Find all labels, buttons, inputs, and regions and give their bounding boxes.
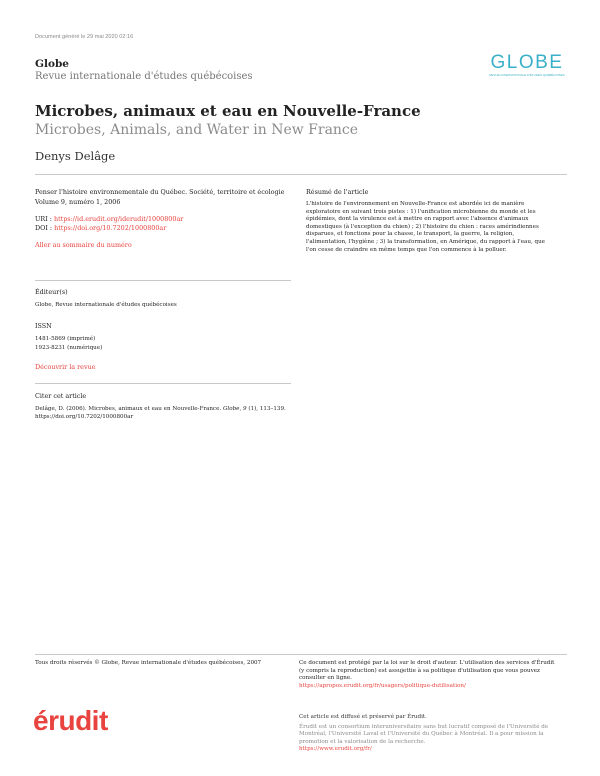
issue-theme: Penser l'histoire environnementale du Québec. Société, territoire et écologie <box>35 188 285 196</box>
doi-line <box>35 224 295 233</box>
copyright-notice <box>299 660 561 690</box>
issue-volume: Volume 9, numéro 1, 2006 <box>35 197 121 206</box>
summary-link[interactable]: Aller au sommaire du numéro <box>35 241 132 250</box>
uri-link[interactable]: https://id.erudit.org/iderudit/1000800ar <box>53 215 184 224</box>
issn-heading: ISSN <box>35 322 52 330</box>
citation-journal: Globe <box>222 406 240 412</box>
uri-label: URI : <box>35 215 54 224</box>
erudit-link[interactable]: https://www.erudit.org/fr/ <box>299 746 372 753</box>
globe-logo <box>486 53 568 77</box>
publisher-heading: Éditeur(s) <box>35 288 68 296</box>
globe-logo-text: GLOBE <box>490 52 564 73</box>
cite-heading: Citer cet article <box>35 392 87 400</box>
article-title-fr: Microbes, animaux et eau en Nouvelle-France <box>35 102 421 120</box>
header-divider <box>35 174 567 175</box>
uri-line <box>35 215 295 224</box>
erudit-info <box>299 714 561 754</box>
issn-digital: 1923-8231 (numérique) <box>35 345 103 351</box>
citation-mid: , <box>239 406 244 412</box>
left-divider-1 <box>35 280 291 281</box>
discover-link[interactable]: Découvrir la revue <box>35 363 96 371</box>
doi-link[interactable]: https://doi.org/10.7202/1000800ar <box>54 223 167 232</box>
citation-volume: 9 <box>243 406 247 412</box>
globe-logo-tagline: REVUE INTERNATIONALE D'ÉTUDES QUÉBÉCOISES <box>489 73 565 77</box>
left-divider-2 <box>35 383 291 384</box>
citation-suffix: (1), 113–139. https://doi.org/10.7202/1000800ar <box>35 406 286 420</box>
erudit-heading: Cet article est diffusé et préservé par Érudit. <box>299 714 427 720</box>
rights-text: Tous droits réservés © Globe, Revue internationale d'études québécoises, 2007 <box>35 660 262 666</box>
abstract-heading: Résumé de l'article <box>306 188 369 196</box>
erudit-logo: érudit <box>33 705 108 736</box>
copyright-text: Ce document est protégé par la loi sur le droit d'auteur. L'utilisation des services d'Érudit (y compris la reproduction) est assujettie à sa politique d'utilisation que vous pouvez consulter en ligne. <box>299 660 555 682</box>
citation-prefix: Delâge, D. (2006). Microbes, animaux et eau en Nouvelle-France. <box>35 406 223 412</box>
abstract-text: L'histoire de l'environnement en Nouvelle-France est abordée ici de manière exploratoire en suivant trois pistes : 1) l'unification microbienne du monde et les épidémies, dont la virulence est à mettre en rapport avec l'absence d'animaux domestiques (à l'exception du chien) ; 2) l'histoire du chien : races amérindiennes disparues, et fonctions pour la chasse, le transport, la guerre, la religion, l'alimentation, l'hygiène ; 3) la transformation, en Amérique, du rapport à l'eau, que l'on cesse de craindre en même temps que l'on commence à la polluer. <box>306 201 545 253</box>
journal-name: Globe <box>35 58 69 70</box>
issue-info <box>35 188 295 250</box>
issn-print: 1481-5869 (imprimé) <box>35 336 96 342</box>
journal-subtitle: Revue internationale d'études québécoises <box>35 71 253 82</box>
erudit-description: Érudit est un consortium interuniversitaire sans but lucratif composé de l'Université de Montréal, l'Université Laval et l'Université du Québec à Montréal. Il a pour mission la promotion et la valorisation de la recherche. <box>299 723 549 745</box>
generated-date: Document généré le 29 mai 2020 02:16 <box>35 34 134 40</box>
publisher-name: Globe, Revue internationale d'études québécoises <box>35 302 177 308</box>
citation-text <box>35 406 290 421</box>
footer-divider <box>35 654 567 655</box>
policy-link[interactable]: https://apropos.erudit.org/fr/usagers/politique-dutilisation/ <box>299 682 466 689</box>
doi-label: DOI : <box>35 223 55 232</box>
article-author: Denys Delâge <box>35 149 116 163</box>
article-title-en: Microbes, Animals, and Water in New France <box>35 122 359 138</box>
